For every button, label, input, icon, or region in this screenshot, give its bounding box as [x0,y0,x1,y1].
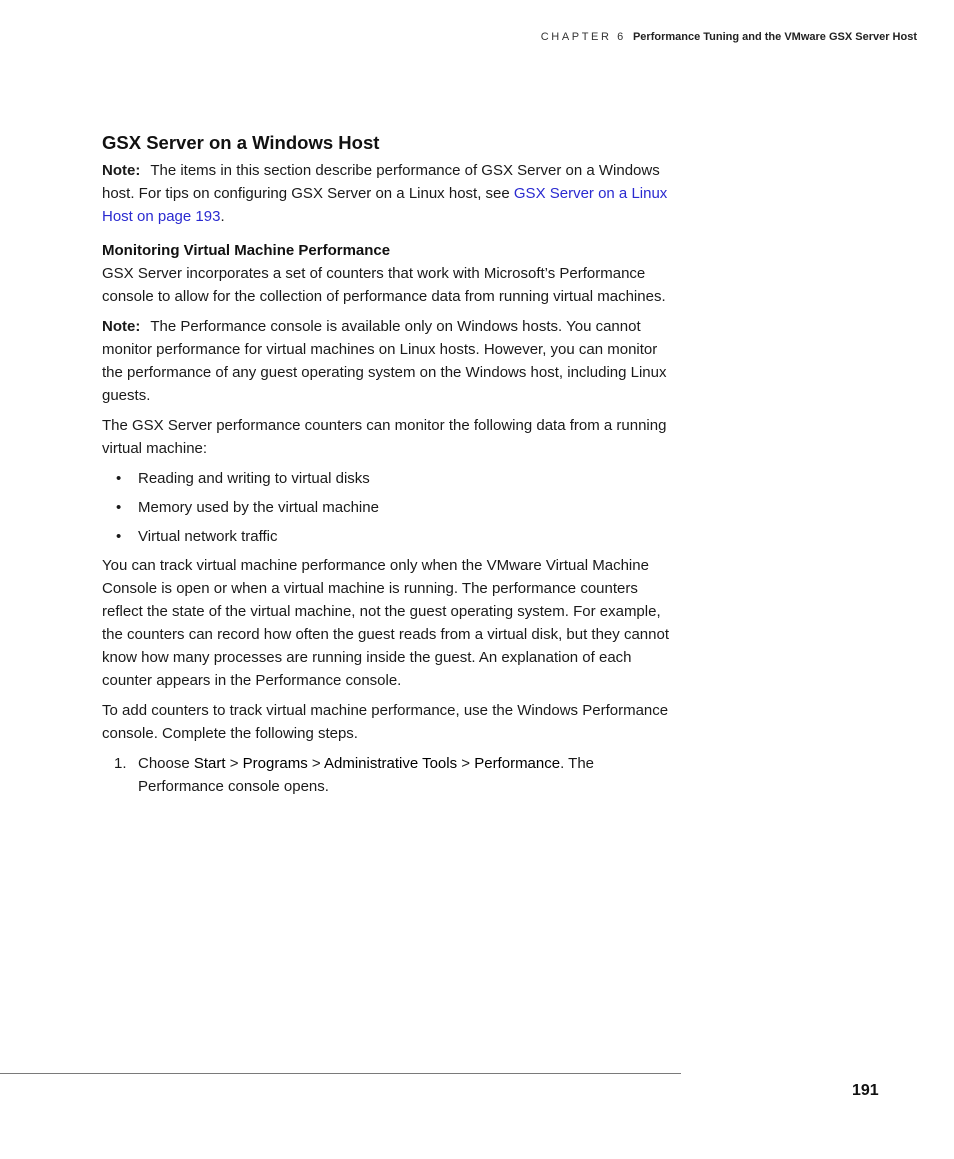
paragraph-add-counters: To add counters to track virtual machine performance, use the Windows Performance console. Complete the following steps. [102,702,669,742]
note-windows-host [102,159,682,228]
page-content [102,131,682,798]
bullet-icon: • [116,499,122,516]
chapter-title: Performance Tuning and the VMware GSX Server Host [632,31,917,43]
note-text: The items in this section describe performance of GSX Server on a Windows host. For tips on configuring GSX Server on a Linux host, see [102,162,660,202]
page-number: 191 [852,1082,879,1099]
menu-programs: Programs [242,755,308,772]
steps-list [102,752,682,798]
list-item: • Virtual network traffic [102,525,682,548]
note-performance-console [102,315,682,407]
monitored-data-list [102,467,682,548]
menu-performance: Performance [474,755,561,772]
running-header [541,31,917,43]
note-end: . [220,208,225,225]
list-item: • Memory used by the virtual machine [102,496,682,519]
chapter-label: CHAPTER 6 [540,31,626,43]
note-label: Note: [102,318,141,335]
paragraph-counters-intro: GSX Server incorporates a set of counters that work with Microsoft’s Performance console to allow for the collection of performance data from running virtual machines. [102,265,666,305]
bullet-icon: • [116,528,122,545]
footer-rule [0,1073,681,1074]
note-label: Note: [102,162,141,179]
section-title: GSX Server on a Windows Host [102,132,380,153]
menu-start: Start [193,755,226,772]
subsection-title: Monitoring Virtual Machine Performance [102,242,391,259]
menu-administrative-tools: Administrative Tools [323,755,458,772]
step-item: 1. Choose Start > Programs > Administrative Tools > Performance. The Performance console opens. [102,752,682,798]
list-item: • Reading and writing to virtual disks [102,467,682,490]
note-text: The Performance console is available only on Windows hosts. You cannot monitor performance for virtual machines on Linux hosts. However, you can monitor the performance of any guest operating system on the Windows host, including Linux guests. [102,318,667,404]
paragraph-tracking: You can track virtual machine performance only when the VMware Virtual Machine Console is open or when a virtual machine is running. The performance counters reflect the state of the virtual machine, not the guest operating system. For example, the counters can record how often the guest reads from a virtual disk, but they cannot know how many processes are running inside the guest. An explanation of each counter appears in the Performance console. [102,557,669,689]
paragraph-monitor-data: The GSX Server performance counters can monitor the following data from a running virtual machine: [102,417,667,457]
linux-host-link[interactable]: GSX Server on a Linux Host on page 193 [102,185,668,225]
bullet-icon: • [116,470,122,487]
step-number: 1. [114,755,127,772]
